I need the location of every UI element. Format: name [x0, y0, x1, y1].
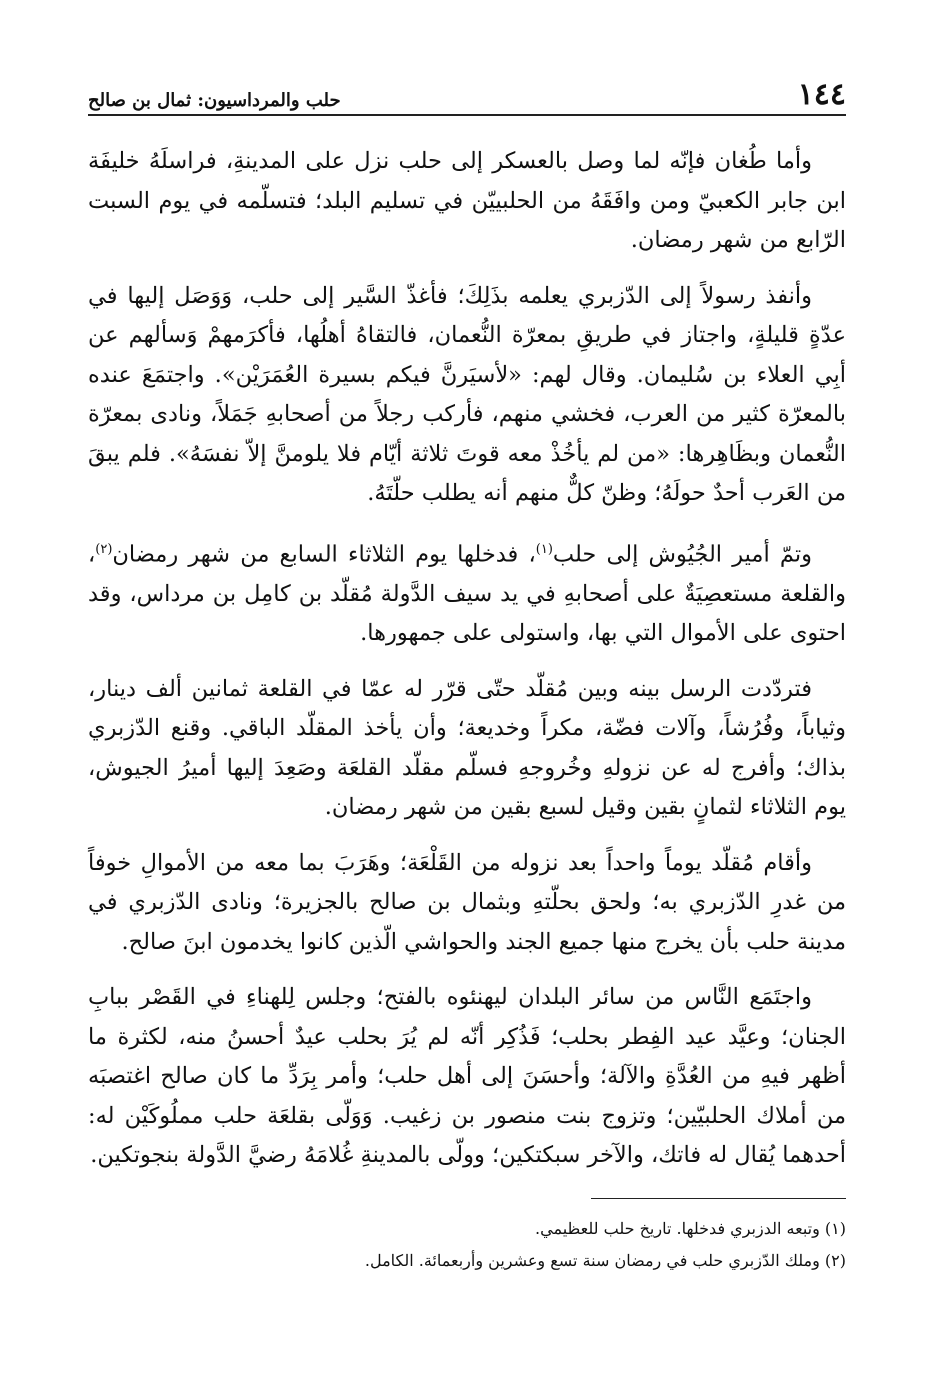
footnotes	[88, 1215, 846, 1275]
paragraph: فتردّدت الرسل بينه وبين مُقلّد حتّى قرّر له عمّا في القلعة ثمانين ألف دينار، وثياباً، وفُرُشاً، وآلات فضّة، مكراً وخديعة؛ وأن يأخذ المقلّد الباقي. وقنع الدّزبري بذاك؛ وأفرج له عن نزولهِ وخُروجهِ فسلّم مقلّد القلعَة وصَعِدَ إليها أميرُ الجيوش، يوم الثلاثاء لثمانٍ بقين وقيل لسبع بقين من شهر رمضان.	[88, 675, 846, 820]
running-head: حلب والمرداسيون: ثمال بن صالح	[88, 90, 341, 111]
paragraph	[88, 530, 846, 654]
paragraph: وأما طُغان فإنّه لما وصل بالعسكر إلى حلب نزل على المدينةِ، فراسلَهُ خليفَة ابن جابر الكعبيّ ومن وافَقَهُ من الحلبييّن في تسليم البلد؛ فتسلّمه في يوم السبت الرّابع من شهر رمضان.	[88, 148, 846, 253]
footnote-ref[interactable]: (٢)	[95, 541, 113, 557]
paragraph-text: ، فدخلها يوم الثلاثاء السابع من شهر رمضان	[112, 541, 536, 567]
paragraph: وأقام مُقلّد يوماً واحداً بعد نزوله من القَلْعَة؛ وهَرَبَ بما معه من الأموالِ خوفاً من غدرِ الدّزبري به؛ ولحق بحلّتهِ وبثمال بن صالح بالجزيرة؛ ونادى الدّزبري في مدينة حلب بأن يخرج منها جميع الجند والحواشي الّذين كانوا يخدمون ابنَ صالح.	[88, 849, 846, 955]
page-number: ١٤٤	[797, 77, 846, 112]
paragraph: واجتَمَع النَّاس من سائر البلدان ليهنئوه بالفتح؛ وجلس لِلهناءِ في القَصْر ببابِ الجنان؛ وعيَّد عيد الفِطر بحلب؛ فَذُكِر أنّه لم يُرَ بحلب عيدٌ أحسنُ منه، لكثرة ما أظهر فيهِ من العُدَّةِ والآلة؛ وأحسَنَ إلى أهل حلب؛ وأمر بِرَدِّ ما كان صالح اغتصبَه من أملاك الحلبيّين؛ وتزوج بنت منصور بن زغيب. وَوَلّى بقلعَة حلب مملُوكَيْن له: أحدهما يُقال له فاتك، والآخر سبكتكين؛ وولّى بالمدينةِ غُلامَهُ رضيَّ الدَّولة بنجوتكين.	[88, 984, 846, 1168]
paragraph: وأنفذ رسولاً إلى الدّزبري يعلمه بذَلِكَ؛ فأغذّ السَّير إلى حلب، وَوَصَل إليها في عدّةٍ قليلةٍ، واجتاز في طريقِ بمعرّة النُّعمان، فالتقاهُ أهلُها، فأكرَمهمْ وَسألهم عن أبِي العلاء بن سُليمان. وقال لهم: «لأسيَرنَّ فيكم بسيرة العُمَرَيْن». واجتمَعَ عنده بالمعرّة كثير من العرب، فخشي منهم، فأركب رجلاً من أصحابهِ جَمَلاً، ونادى بمعرّة النُّعمان وبظَاهِرها: «من لم يأخُذْ معه قوتَ ثلاثة أيّام فلا يلومنَّ إلاّ نفسَهُ». فلم يبقَ من العَرب أحدٌ حولَهُ؛ وظنّ كلٌّ منهم أنه يطلب حلّتَهُ.	[88, 282, 846, 506]
page-header	[88, 62, 846, 116]
paragraph-text: وتمّ أمير الجُيُوش إلى حلب	[552, 541, 812, 567]
book-page	[88, 62, 846, 1279]
footnote: (١) وتبعه الدزبري فدخلها. تاريخ حلب للعظيمي.	[535, 1218, 846, 1238]
paragraph-text: ، والقلعة مستعصِيَةٌ على أصحابهِ في يد سيف الدَّولة مُقلّد بن كامِل بن مرداس، وقد احتوى على الأموال التي بها، واستولى على جمهورها.	[88, 541, 846, 646]
footnote-divider	[591, 1198, 846, 1199]
footnote: (٢) وملك الدّزبري حلب في رمضان سنة تسع وعشرين وأربعمائة. الكامل.	[364, 1250, 846, 1270]
body-text	[88, 142, 846, 1176]
footnote-ref[interactable]: (١)	[535, 541, 553, 557]
